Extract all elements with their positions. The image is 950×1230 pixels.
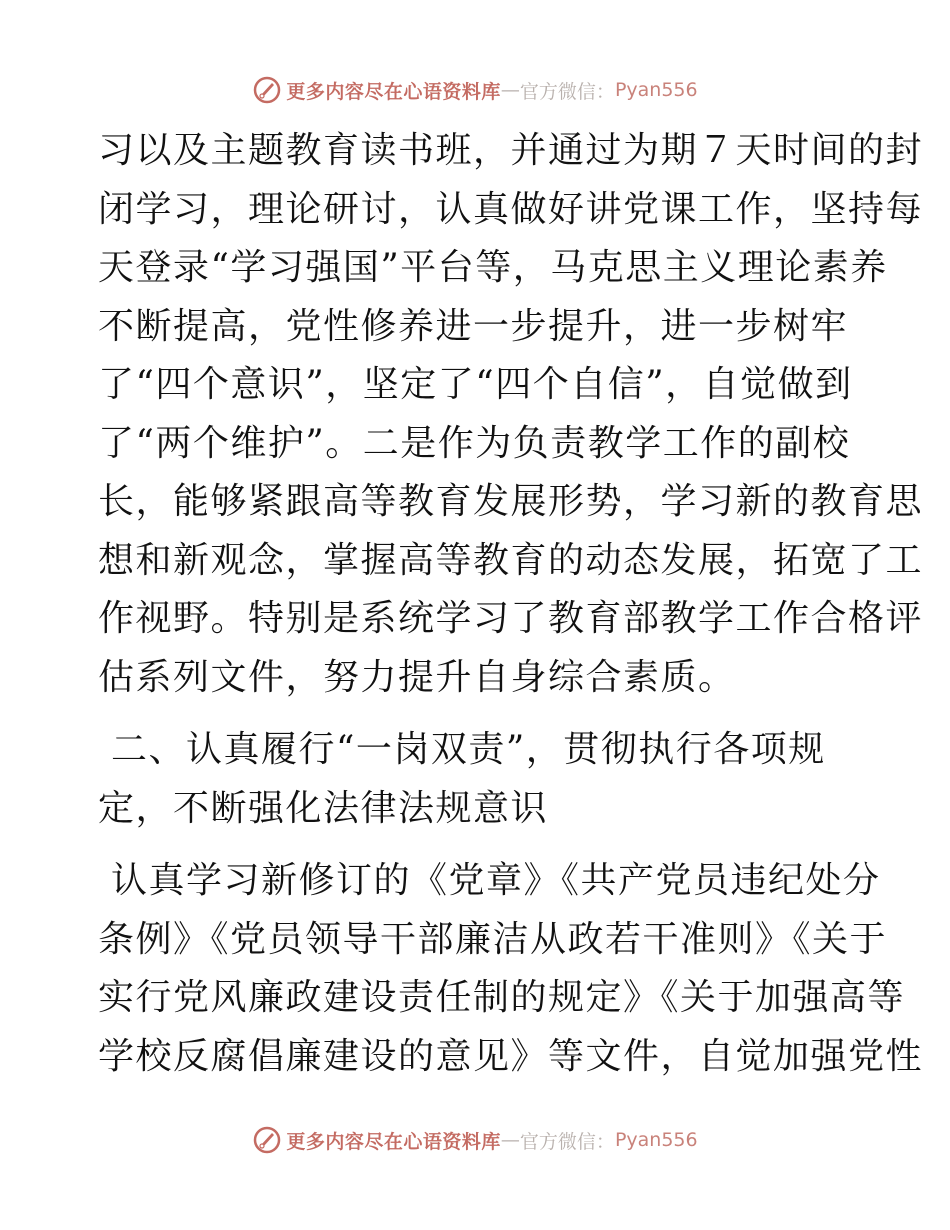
text-line: 天登录“学习强国”平台等，马克思主义理论素养 — [98, 247, 888, 288]
text-line: 实行党风廉政建设责任制的规定》《关于加强高等 — [98, 977, 906, 1018]
text-line: 学校反腐倡廉建设的意见》等文件，自觉加强党性 — [98, 1035, 924, 1077]
watermark-logo-icon — [252, 75, 282, 105]
heading-line: 二、认真履行“一岗双责”，贯彻执行各项规 — [98, 729, 826, 770]
watermark-separator: — — [500, 79, 520, 101]
text-line: 作视野。特别是系统学习了教育部教学工作合格评 — [98, 598, 924, 639]
paragraph-gap — [98, 707, 858, 721]
text-line: 闭学习，理论研讨，认真做好讲党课工作，坚持每 — [98, 188, 924, 230]
text-line: 了“四个意识”，坚定了“四个自信”，自觉做到 — [98, 364, 853, 405]
document-body — [98, 122, 924, 1086]
text-line: 了“两个维护”。二是作为负责教学工作的副校 — [98, 422, 851, 464]
watermark-header — [0, 72, 950, 108]
watermark-wechat-id: Pyan556 — [614, 1129, 698, 1151]
text-line: 不断提高，党性修养进一步提升，进一步树牢 — [98, 305, 849, 347]
paragraph-gap — [98, 838, 858, 852]
text-line: 估系列文件，努力提升自身综合素质。 — [98, 656, 736, 698]
heading-line: 定，不断强化法律法规意识 — [98, 787, 549, 829]
paragraph-study — [98, 122, 924, 707]
text-line: 认真学习新修订的《党章》《共产党员违纪处分 — [98, 860, 881, 901]
section-heading — [98, 721, 858, 838]
text-line: 长，能够紧跟高等教育发展形势，学习新的教育思 — [98, 481, 924, 522]
watermark-separator: — — [500, 1129, 520, 1151]
watermark-sub-text: 官方微信： — [519, 1130, 615, 1153]
text-line: 想和新观念，掌握高等教育的动态发展，拓宽了工 — [98, 539, 924, 581]
watermark-sub-text: 官方微信： — [519, 80, 615, 103]
watermark-main-text: 更多内容尽在心语资料库 — [286, 80, 501, 103]
watermark-footer — [0, 1122, 950, 1158]
watermark-wechat-id: Pyan556 — [614, 79, 698, 101]
text-line: 习以及主题教育读书班，并通过为期７天时间的封 — [98, 130, 924, 171]
text-line: 条例》《党员领导干部廉洁从政若干准则》《关于 — [98, 918, 888, 960]
watermark-main-text: 更多内容尽在心语资料库 — [286, 1130, 501, 1153]
watermark-logo-icon — [252, 1125, 282, 1155]
paragraph-regulations — [98, 852, 924, 1086]
